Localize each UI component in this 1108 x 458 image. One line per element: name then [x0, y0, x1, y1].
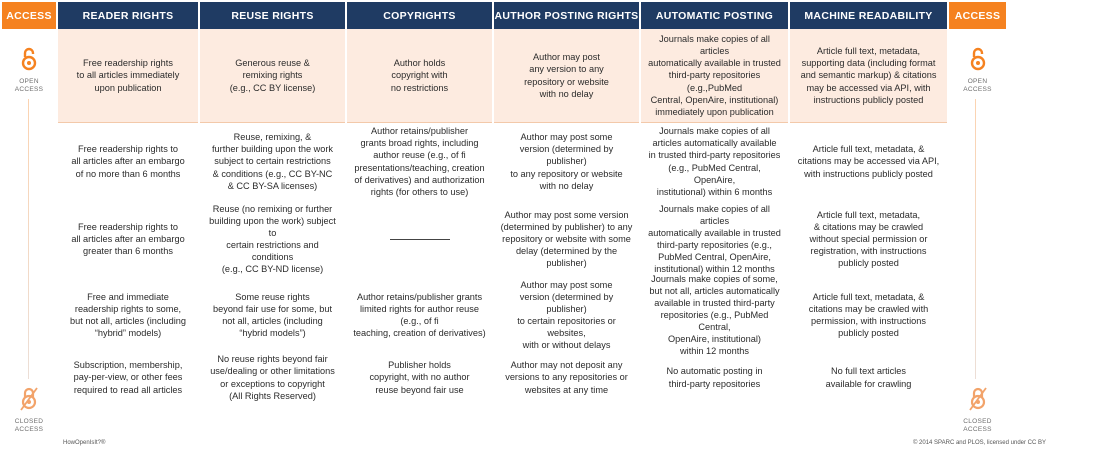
cell-author-posting — [494, 278, 639, 352]
cell-line: PubMed Central, OpenAire, — [658, 252, 771, 263]
header-automatic-posting: AUTOMATIC POSTING — [641, 2, 788, 29]
cell-line: limited rights for author reuse — [360, 303, 479, 314]
cell-line: further building upon the work — [211, 144, 334, 155]
cell-line: publicly posted — [838, 328, 899, 339]
cell-line: third-party repositories (e.g., — [657, 240, 772, 250]
cell-line: building upon the work) subject to — [209, 215, 336, 238]
cell-line: remixing rights — [242, 70, 303, 81]
cell-line: Reuse, remixing, & — [233, 132, 312, 143]
cell-line: Author retains/publisher — [370, 126, 469, 137]
cell-copyrights — [347, 29, 492, 122]
cell-line: Article full text, metadata, & — [812, 291, 925, 302]
cell-copyrights — [347, 352, 492, 403]
cell-line: Journals make copies of all articles — [659, 34, 770, 57]
cell-line: within 12 months — [680, 346, 749, 357]
cell-line: repositories (e.g., PubMed Central, — [660, 309, 769, 333]
cell-line: citations may be accessed via API, — [797, 156, 940, 167]
cell-line: all articles after an embargo — [71, 156, 185, 167]
cell-line: but not all, articles automatically — [649, 285, 780, 296]
cell-line: not all, articles (including — [222, 316, 323, 326]
header-reader-rights: READER RIGHTS — [58, 2, 198, 29]
cell-line: institutional) within 6 months — [656, 186, 773, 197]
cell-line: pay-per-view, or other fees — [73, 372, 183, 383]
cell-automatic-posting — [641, 273, 788, 357]
closed-access-label-1: CLOSED — [963, 418, 992, 425]
cell-line: (determined by publisher) to any — [500, 221, 633, 232]
cell-line: Author may post some version — [504, 209, 629, 220]
closed-access-label-2: ACCESS — [14, 426, 44, 433]
cell-line: Journals make copies of all — [659, 126, 770, 137]
cell-line: available for crawling — [825, 378, 912, 389]
header-access-left: ACCESS — [2, 2, 56, 29]
cell-copyrights-empty — [347, 200, 492, 278]
open-access-label-2: ACCESS — [963, 86, 992, 93]
cell-line: version (determined by publisher) — [519, 291, 614, 314]
cell-line: subject to certain restrictions — [214, 156, 331, 167]
cell-line: websites at any time — [524, 384, 609, 395]
cell-line: version (determined by publisher) — [519, 144, 614, 167]
access-spectrum-table — [2, 2, 1106, 433]
cell-line: Author may post some — [520, 279, 613, 290]
cell-line: (All Rights Reserved) — [229, 390, 316, 401]
cell-line: (e.g., CC BY-ND license) — [221, 264, 324, 275]
cell-automatic-posting — [641, 29, 788, 122]
cell-line: without special permission or — [809, 233, 928, 244]
cell-line: readership rights to some, — [74, 303, 182, 314]
cell-line: Free readership rights to — [77, 221, 179, 232]
cell-machine-readability — [790, 200, 947, 278]
cell-line: and semantic markup) & citations — [800, 70, 937, 81]
cell-line: Journals make copies of some, — [651, 273, 778, 284]
cell-reader-rights — [58, 122, 198, 200]
cell-automatic-posting — [641, 200, 788, 278]
header-copyrights: COPYRIGHTS — [347, 2, 492, 29]
cell-reader-rights — [58, 278, 198, 352]
cell-line: Generous reuse & — [235, 58, 310, 69]
cell-line: third-party repositories (e.g.,PubMed — [668, 70, 761, 93]
cell-line: to any repository or website — [510, 168, 623, 179]
cell-line: certain restrictions and conditions — [226, 240, 319, 263]
open-access-label-1: OPEN — [19, 78, 39, 85]
open-access-label-2: ACCESS — [14, 86, 44, 93]
cell-line: with instructions publicly posted — [804, 168, 933, 179]
cell-line: use/dealing or other limitations — [210, 366, 335, 377]
cell-line: copyright, with no author — [369, 372, 470, 383]
cell-line: Author may not deposit any — [510, 360, 623, 371]
cell-reader-rights — [58, 29, 198, 122]
cell-line: Free readership rights to — [77, 144, 179, 155]
cell-line: institutional) within 12 months — [654, 264, 775, 275]
cell-line: automatically available in trusted — [648, 227, 781, 238]
cell-line: upon publication — [94, 82, 162, 93]
cell-line: “hybrid” models) — [94, 328, 162, 339]
cell-line: Some reuse rights — [235, 291, 310, 302]
cell-line: “hybrid models”) — [239, 328, 306, 339]
access-column-left — [2, 29, 56, 433]
cell-automatic-posting — [641, 122, 788, 200]
cell-line: delay (determined by the publisher) — [515, 246, 618, 269]
cell-line: Free readership rights — [83, 58, 173, 69]
cell-line: Author may post — [533, 52, 600, 63]
closed-access-label-2: ACCESS — [963, 426, 992, 433]
cell-reuse-rights — [200, 352, 345, 403]
cell-machine-readability — [790, 352, 947, 403]
cell-line: OpenAire, institutional) — [668, 334, 761, 345]
cell-reuse-rights — [200, 29, 345, 122]
header-reuse-rights: REUSE RIGHTS — [200, 2, 345, 29]
cell-line: available in trusted third-party — [654, 297, 775, 308]
cell-line: Free and immediate — [87, 291, 169, 302]
cell-line: to all articles immediately — [76, 70, 180, 81]
access-gradient-line — [975, 99, 976, 379]
open-lock-icon — [21, 47, 37, 71]
cell-line: (e.g., PubMed Central, OpenAire, — [668, 162, 761, 185]
open-access-label-1: OPEN — [967, 78, 988, 85]
cell-line: in trusted third-party repositories — [648, 150, 781, 161]
cell-line: no restrictions — [390, 82, 449, 93]
cell-author-posting — [494, 352, 639, 403]
cell-line: but not all, articles (including — [70, 316, 186, 326]
cell-reuse-rights — [200, 122, 345, 200]
cell-line: Reuse (no remixing or further — [212, 203, 333, 214]
cell-machine-readability — [790, 278, 947, 352]
cell-line: all articles after an embargo — [71, 233, 185, 244]
footer-copyright: © 2014 SPARC and PLOS, licensed under CC BY — [912, 440, 1046, 446]
cell-line: Journals make copies of all articles — [659, 203, 770, 226]
cell-copyrights — [347, 278, 492, 352]
cell-line: Author retains/publisher grants — [356, 291, 483, 302]
cell-line: No full text articles — [830, 366, 907, 377]
cell-line: Author holds — [393, 58, 446, 69]
cell-line: of derivatives) and authorization — [354, 174, 485, 185]
cell-line: author reuse (e.g., of fi — [373, 150, 466, 161]
cell-line: may be accessed via API, with — [806, 82, 931, 93]
cell-machine-readability — [790, 29, 947, 122]
cell-line: permission, with instructions — [811, 316, 926, 326]
cell-line: repository or website — [524, 76, 609, 87]
closed-access-marker — [2, 385, 56, 434]
cell-line: No automatic posting in — [666, 366, 763, 377]
cell-line: Central, OpenAire, institutional) — [650, 94, 779, 105]
cell-line: Article full text, metadata, — [816, 209, 921, 220]
cell-reader-rights — [58, 200, 198, 278]
cell-line: teaching, creation of derivatives) — [353, 328, 486, 339]
cell-line: automatically available in trusted — [648, 58, 781, 69]
cell-line: & citations may be crawled — [813, 221, 924, 232]
cell-line: of no more than 6 months — [75, 168, 181, 179]
cell-line: reuse beyond fair use — [375, 384, 464, 395]
cell-machine-readability — [790, 122, 947, 200]
open-lock-icon — [970, 47, 986, 71]
cell-line: publicly posted — [838, 258, 899, 269]
cell-line: articles automatically available — [652, 138, 777, 149]
cell-line: with no delay — [539, 180, 594, 191]
cell-line: any version to any — [529, 64, 604, 75]
cell-line: to certain repositories or websites, — [517, 316, 616, 339]
open-access-marker — [2, 47, 56, 94]
cell-line: No reuse rights beyond fair — [217, 354, 328, 365]
cell-reader-rights — [58, 352, 198, 403]
cell-line: Article full text, metadata, — [816, 46, 921, 57]
cell-line: greater than 6 months — [83, 246, 173, 257]
cell-line: Subscription, membership, — [73, 360, 183, 371]
cell-line: third-party repositories — [668, 378, 761, 389]
cell-line: rights (for others to use) — [370, 186, 469, 197]
cell-line: grants broad rights, including — [360, 138, 479, 149]
cell-line: citations may be crawled with — [808, 303, 929, 314]
footer-brand: HowOpenIsIt?® — [63, 440, 106, 446]
cell-copyrights — [347, 122, 492, 200]
cell-line: Publisher holds — [388, 360, 451, 371]
cell-line: (e.g., CC BY license) — [229, 82, 316, 93]
cell-line: immediately upon publication — [655, 106, 774, 117]
header-access-right: ACCESS — [949, 2, 1006, 29]
cell-author-posting — [494, 122, 639, 200]
cell-line: registration, with instructions — [810, 246, 927, 257]
cell-line: Article full text, metadata, & — [812, 144, 925, 155]
closed-access-marker — [949, 385, 1006, 434]
cell-line: copyright with — [391, 70, 448, 81]
access-gradient-line — [28, 99, 29, 379]
empty-dash-line — [390, 239, 450, 240]
cell-line: beyond fair use for some, but — [213, 303, 332, 314]
header-author-posting-rights: AUTHOR POSTING RIGHTS — [494, 2, 639, 29]
cell-line: with no delay — [539, 88, 594, 99]
cell-line: Author may post some — [520, 132, 613, 143]
cell-line: instructions publicly posted — [813, 94, 924, 105]
header-machine-readability: MACHINE READABILITY — [790, 2, 947, 29]
closed-lock-icon — [19, 385, 39, 411]
cell-line: presentations/teaching, creation — [354, 162, 485, 173]
open-access-marker — [949, 47, 1006, 94]
cell-line: versions to any repositories or — [505, 372, 628, 383]
cell-reuse-rights — [200, 200, 345, 278]
cell-line: (e.g., of fi — [400, 316, 439, 326]
cell-line: & conditions (e.g., CC BY-NC — [212, 168, 333, 179]
cell-line: required to read all articles — [73, 384, 183, 395]
access-column-right — [949, 29, 1006, 433]
closed-lock-icon — [968, 385, 988, 411]
cell-line: repository or website with some — [502, 233, 631, 244]
cell-automatic-posting — [641, 352, 788, 403]
cell-line: or exceptions to copyright — [220, 378, 325, 389]
closed-access-label-1: CLOSED — [14, 418, 44, 425]
cell-reuse-rights — [200, 278, 345, 352]
cell-line: supporting data (including format — [801, 58, 936, 69]
cell-author-posting — [494, 29, 639, 122]
cell-line: with or without delays — [522, 340, 611, 351]
cell-author-posting — [494, 200, 639, 278]
cell-line: & CC BY-SA licenses) — [227, 180, 318, 191]
